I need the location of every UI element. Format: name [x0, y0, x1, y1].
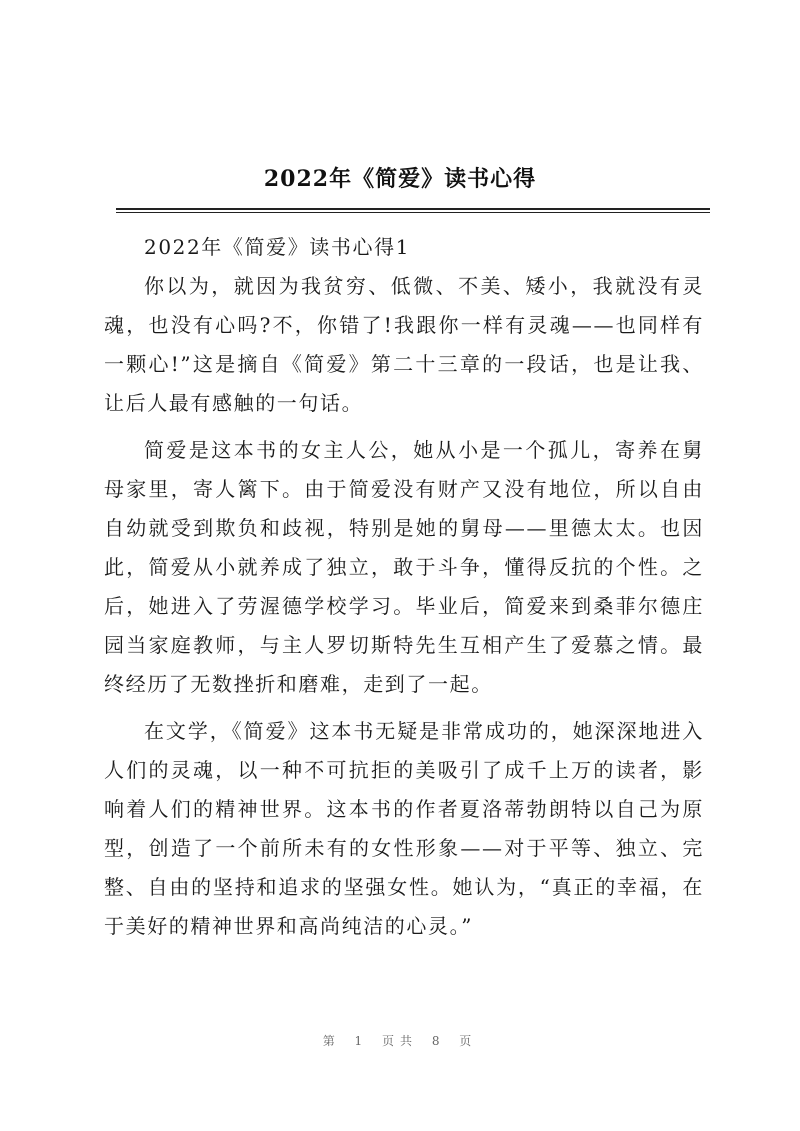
page-title: 2022年《简爱》读书心得 — [263, 166, 537, 192]
paragraph-3: 在文学，《简爱》这本书无疑是非常成功的，她深深地进入人们的灵魂，以一种不可抗拒的美吸引了成千上万的读者，影响着人们的精神世界。这本书的作者夏洛蒂勃朗特以自己为原型，创造了一个前所未有的女性形象——对于平等、独立、完整、自由的坚持和追求的坚强女性。她认为，“真正的幸福，在于美好的精神世界和高尚纯洁的心灵。” — [104, 719, 704, 938]
page-number-footer: 第 1 页共 8 页 — [322, 1034, 478, 1048]
paragraph-1: 你以为，就因为我贫穷、低微、不美、矮小，我就没有灵魂，也没有心吗?不，你错了!我跟你一样有灵魂——也同样有一颗心!”这是摘自《简爱》第二十三章的一段话，也是让我、让后人最有感触的一句话。 — [104, 274, 704, 415]
paragraph-2: 简爱是这本书的女主人公，她从小是一个孤儿，寄养在舅母家里，寄人篱下。由于简爱没有财产又没有地位，所以自由自幼就受到欺负和歧视，特别是她的舅母——里德太太。也因此，简爱从小就养成了独立，敢于斗争，懂得反抗的个性。之后，她进入了劳渥德学校学习。毕业后，简爱来到桑菲尔德庄园当家庭教师，与主人罗切斯特先生互相产生了爱慕之情。最终经历了无数挫折和磨难，走到了一起。 — [104, 438, 704, 696]
title-divider — [116, 208, 710, 213]
section-heading: 2022年《简爱》读书心得1 — [144, 235, 411, 259]
document-body — [104, 228, 704, 954]
